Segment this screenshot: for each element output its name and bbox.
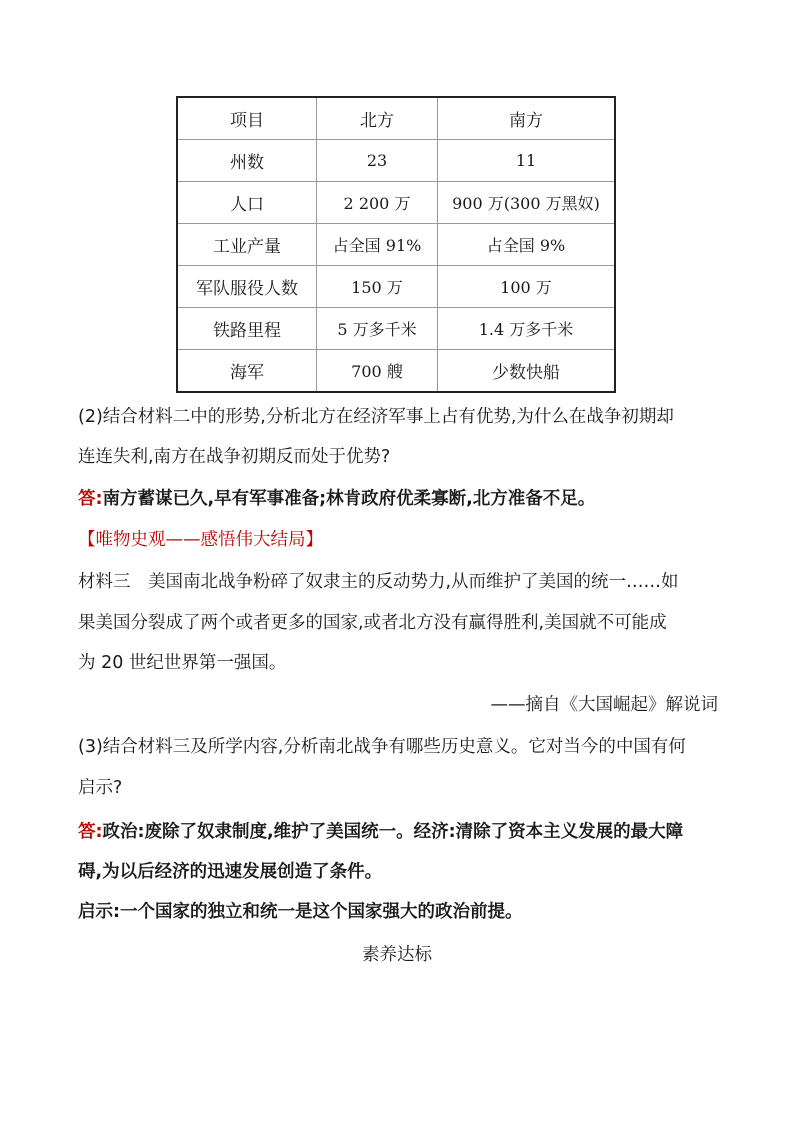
material-3-line-2: 果美国分裂成了两个或者更多的国家,或者北方没有赢得胜利,美国就不可能成 [78,613,667,633]
south-value: 占全国 9% [438,224,616,266]
row-label: 军队服役人数 [177,266,317,308]
north-value: 5 万多千米 [317,308,438,350]
north-value: 150 万 [317,266,438,308]
header-cell-north: 北方 [317,97,438,140]
row-label: 人口 [177,182,317,224]
answer-2-text: 南方蓄谋已久,早有军事准备;林肯政府优柔寡断,北方准备不足。 [102,489,596,509]
south-value: 11 [438,140,616,182]
comparison-table-container [176,96,616,393]
answer-3-line-2: 碍,为以后经济的迅速发展创造了条件。 [78,862,383,882]
table-row [177,350,615,393]
table-row [177,266,615,308]
row-label: 州数 [177,140,317,182]
table-row [177,308,615,350]
row-label: 海军 [177,350,317,393]
answer-3-text-1: 政治:废除了奴隶制度,维护了美国统一。经济:清除了资本主义发展的最大障 [102,822,684,842]
material-3-line-1: 材料三 美国南北战争粉碎了奴隶主的反动势力,从而维护了美国的统一……如 [78,572,679,592]
question-3-line-2: 启示? [78,778,123,798]
table-row [177,140,615,182]
question-2-line-1: (2)结合材料二中的形势,分析北方在经济军事上占有优势,为什么在战争初期却 [78,407,674,427]
north-value: 占全国 91% [317,224,438,266]
south-value: 少数快船 [438,350,616,393]
answer-3-line-1 [78,820,683,844]
answer-2 [78,487,595,511]
question-2-line-2: 连连失利,南方在战争初期反而处于优势? [78,447,391,467]
material-3-line-3: 为 20 世纪世界第一强国。 [78,653,287,673]
question-3-line-1: (3)结合材料三及所学内容,分析南北战争有哪些历史意义。它对当今的中国有何 [78,737,686,757]
north-value: 23 [317,140,438,182]
material-3-source: ——摘自《大国崛起》解说词 [490,695,718,715]
row-label: 铁路里程 [177,308,317,350]
south-value: 100 万 [438,266,616,308]
north-value: 700 艘 [317,350,438,393]
north-value: 2 200 万 [317,182,438,224]
answer-label: 答: [78,822,103,842]
header-cell-south: 南方 [438,97,616,140]
table-header-row [177,97,615,140]
answer-3-line-3: 启示:一个国家的独立和统一是这个国家强大的政治前提。 [78,902,523,922]
south-value: 1.4 万多千米 [438,308,616,350]
table-row [177,224,615,266]
north-south-comparison-table [176,96,616,393]
south-value: 900 万(300 万黑奴) [438,182,616,224]
section-title: 【唯物史观——感悟伟大结局】 [78,530,323,550]
answer-label: 答: [78,489,103,509]
row-label: 工业产量 [177,224,317,266]
table-row [177,182,615,224]
header-cell-item: 项目 [177,97,317,140]
footer-heading: 素养达标 [362,945,432,965]
